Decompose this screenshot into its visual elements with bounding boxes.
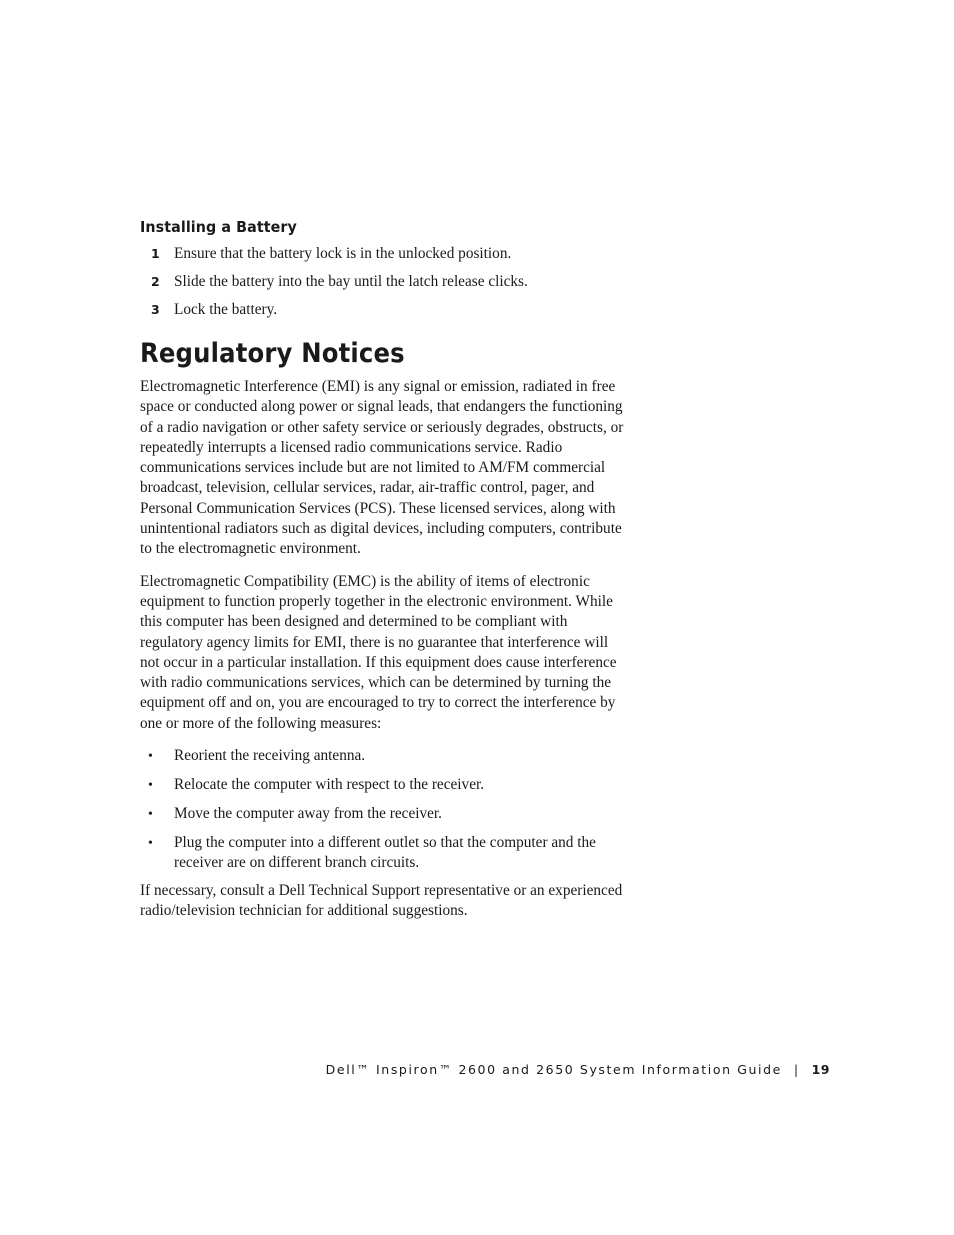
bullet-text: Relocate the computer with respect to the receiver.	[174, 776, 485, 794]
steps-list	[140, 244, 630, 320]
section-heading: Installing a Battery	[140, 218, 297, 236]
emi-paragraph: Electromagnetic Interference (EMI) is any signal or emission, radiated in free space or conducted along power or signal leads, that endangers the functioning of a radio navigation or other safety service or seriously degrades, obstructs, or repeatedly interrupts a licensed radio communications service. Radio communications services include but are not limited to AM/FM commercial broadcast, television, cellular services, radar, air-traffic control, pager, and Personal Communication Services (PCS). These licensed services, along with unintentional radiators such as digital devices, including computers, contribute to the electromagnetic environment.	[140, 378, 624, 558]
bullet-icon: •	[148, 836, 153, 852]
bullet-text: Move the computer away from the receiver.	[174, 805, 443, 823]
bullet-icon: •	[148, 807, 153, 823]
bullet-icon: •	[148, 749, 153, 765]
measures-list	[140, 746, 630, 873]
support-paragraph: If necessary, consult a Dell Technical Support representative or an experienced radio/television technician for additional suggestions.	[140, 882, 623, 920]
page-number: 19	[811, 1062, 830, 1077]
list-item	[140, 272, 630, 292]
step-number: 2	[151, 274, 160, 289]
list-item	[140, 833, 630, 873]
step-text: Lock the battery.	[174, 301, 278, 318]
list-item	[140, 244, 630, 264]
step-number: 1	[151, 246, 160, 261]
page-content	[140, 218, 630, 934]
footer-separator: |	[793, 1063, 800, 1077]
step-text: Slide the battery into the bay until the latch release clicks.	[174, 273, 528, 290]
page-footer	[326, 1062, 830, 1077]
bullet-icon: •	[148, 778, 153, 794]
bullet-text: Plug the computer into a different outlet so that the computer and the receiver are on different branch circuits.	[174, 834, 596, 872]
emc-paragraph: Electromagnetic Compatibility (EMC) is the ability of items of electronic equipment to function properly together in the electronic environment. While this computer has been designed and determined to be compliant with regulatory agency limits for EMI, there is no guarantee that interference will not occur in a particular installation. If this equipment does cause interference with radio communications services, which can be determined by turning the equipment off and on, you are encouraged to try to correct the interference by one or more of the following measures:	[140, 572, 617, 732]
list-item	[140, 804, 630, 825]
page-title: Regulatory Notices	[140, 338, 405, 369]
guide-title: Dell™ Inspiron™ 2600 and 2650 System Information Guide	[325, 1062, 782, 1077]
step-text: Ensure that the battery lock is in the unlocked position.	[174, 245, 512, 262]
list-item	[140, 775, 630, 796]
list-item	[140, 746, 630, 767]
list-item	[140, 300, 630, 320]
step-number: 3	[151, 302, 160, 317]
bullet-text: Reorient the receiving antenna.	[174, 747, 366, 765]
